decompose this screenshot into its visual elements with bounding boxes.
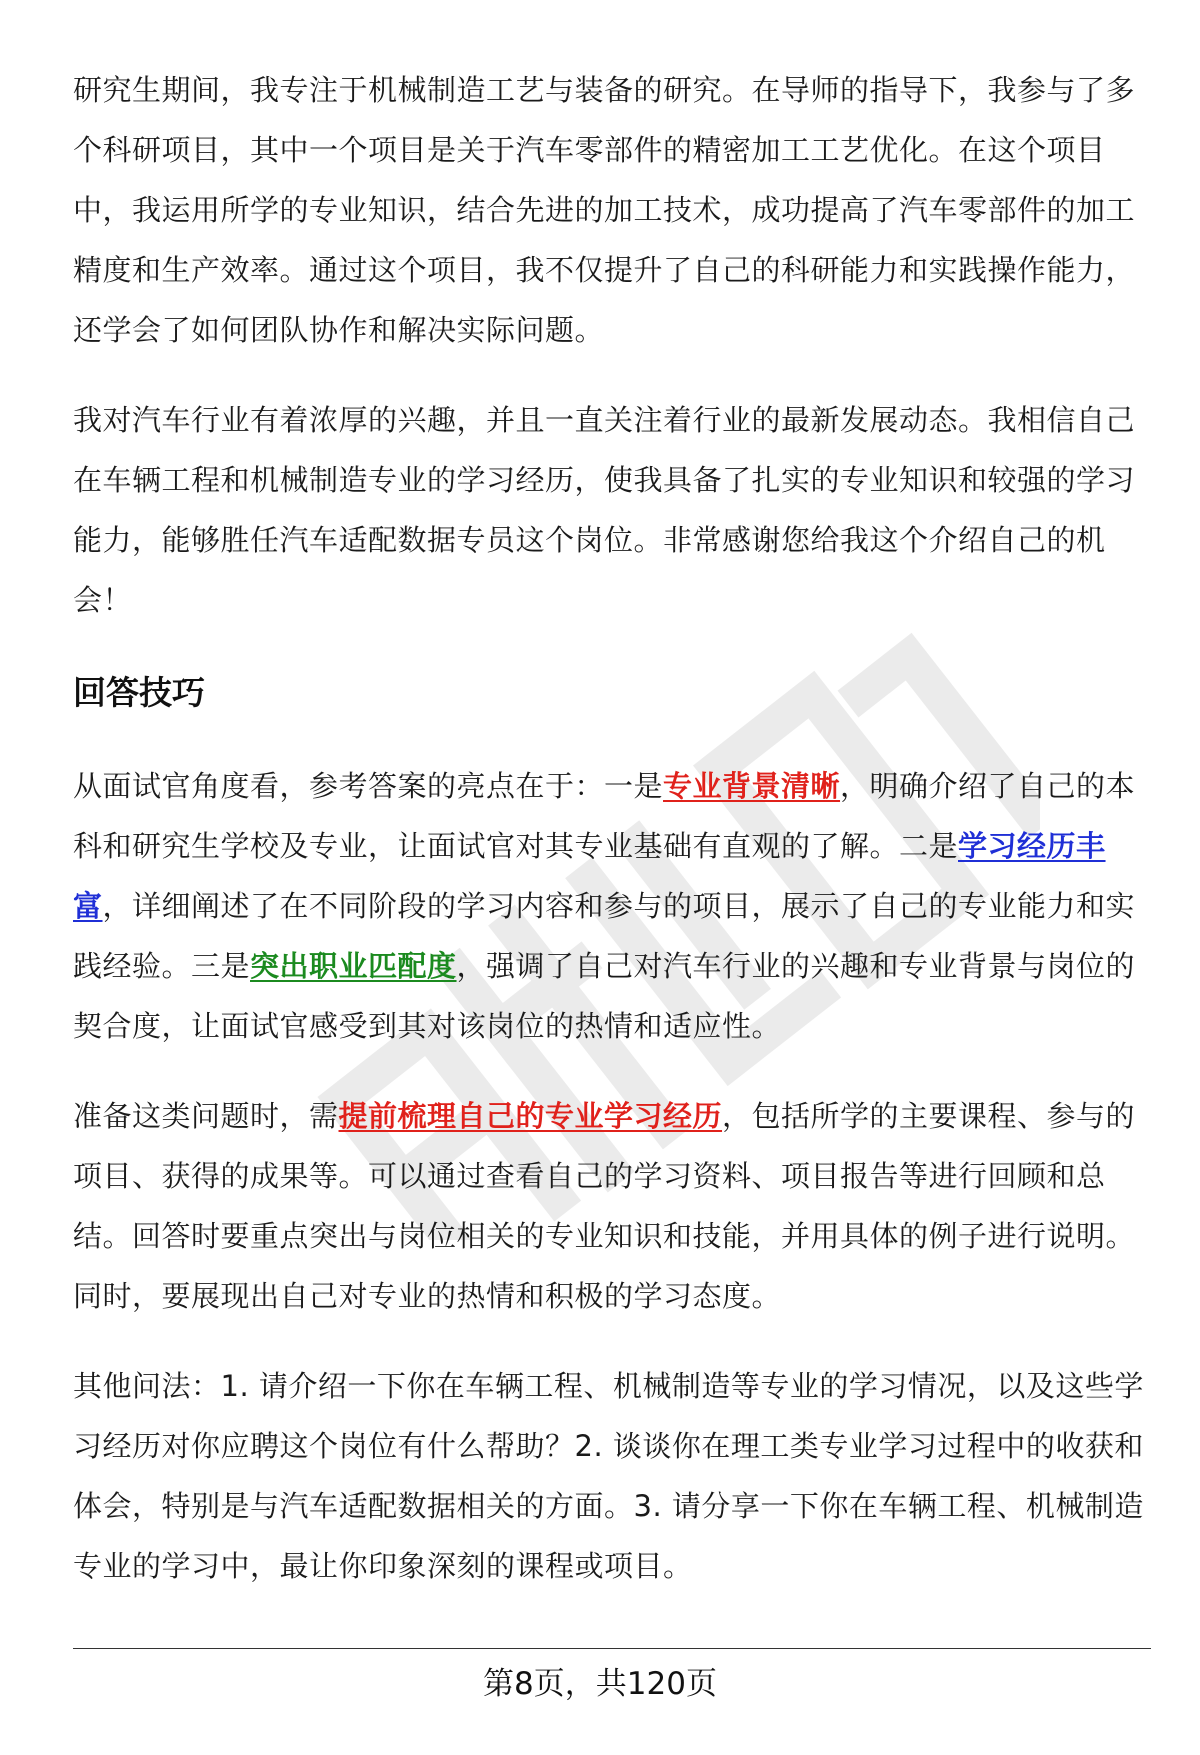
highlight-organize-study-experience: 提前梳理自己的专业学习经历 <box>338 1099 723 1133</box>
highlight-rich-study-experience: 学习经历丰富 <box>73 829 1106 923</box>
paragraph-interest-closing: 我对汽车行业有着浓厚的兴趣，并且一直关注着行业的最新发展动态。我相信自己在车辆工程和机械制造专业的学习经历，使我具备了扎实的专业知识和较强的学习能力，能够胜任汽车适配数据专员这个岗位。非常感谢您给我这个介绍自己的机会！ <box>73 403 1136 617</box>
text-segment: ，详细阐述了在不同阶段的学习内容和参与的项目，展示了自己的专业能力和实践经验。三是 <box>73 889 1136 983</box>
highlight-career-match: 突出职业匹配度 <box>250 949 457 983</box>
text-segment: 准备这类问题时，需 <box>73 1099 339 1133</box>
text-segment: ，强调了自己对汽车行业的兴趣和专业背景与岗位的契合度，让面试官感受到其对该岗位的热情和适应性。 <box>73 949 1136 1043</box>
paragraph-preparation <box>73 1086 1151 1326</box>
document-body <box>73 60 1151 1626</box>
text-segment: ，包括所学的主要课程、参与的项目、获得的成果等。可以通过查看自己的学习资料、项目报告等进行回顾和总结。回答时要重点突出与岗位相关的专业知识和技能，并用具体的例子进行说明。同时，要展现出自己对专业的热情和积极的学习态度。 <box>73 1099 1136 1313</box>
page-number-footer: 第8页，共120页 <box>483 1666 717 1702</box>
text-segment: ，明确介绍了自己的本科和研究生学校及专业，让面试官对其专业基础有直观的了解。二是 <box>73 769 1136 863</box>
section-heading-answer-tips: 回答技巧 <box>73 673 205 712</box>
paragraph-graduate-study: 研究生期间，我专注于机械制造工艺与装备的研究。在导师的指导下，我参与了多个科研项目，其中一个项目是关于汽车零部件的精密加工工艺优化。在这个项目中，我运用所学的专业知识，结合先进的加工技术，成功提高了汽车零部件的加工精度和生产效率。通过这个项目，我不仅提升了自己的科研能力和实践操作能力，还学会了如何团队协作和解决实际问题。 <box>73 73 1136 347</box>
highlight-professional-background: 专业背景清晰 <box>663 769 841 803</box>
paragraph-interviewer-perspective <box>73 756 1151 1056</box>
text-segment: 从面试官角度看，参考答案的亮点在于：一是 <box>73 769 664 803</box>
footer-divider <box>73 1648 1151 1649</box>
paragraph-other-questions: 其他问法：1. 请介绍一下你在车辆工程、机械制造等专业的学习情况，以及这些学习经历对你应聘这个岗位有什么帮助？2. 谈谈你在理工类专业学习过程中的收获和体会，特别是与汽车适配数据相关的方面。3. 请分享一下你在车辆工程、机械制造专业的学习中，最让你印象深刻的课程或项目。 <box>73 1369 1144 1583</box>
